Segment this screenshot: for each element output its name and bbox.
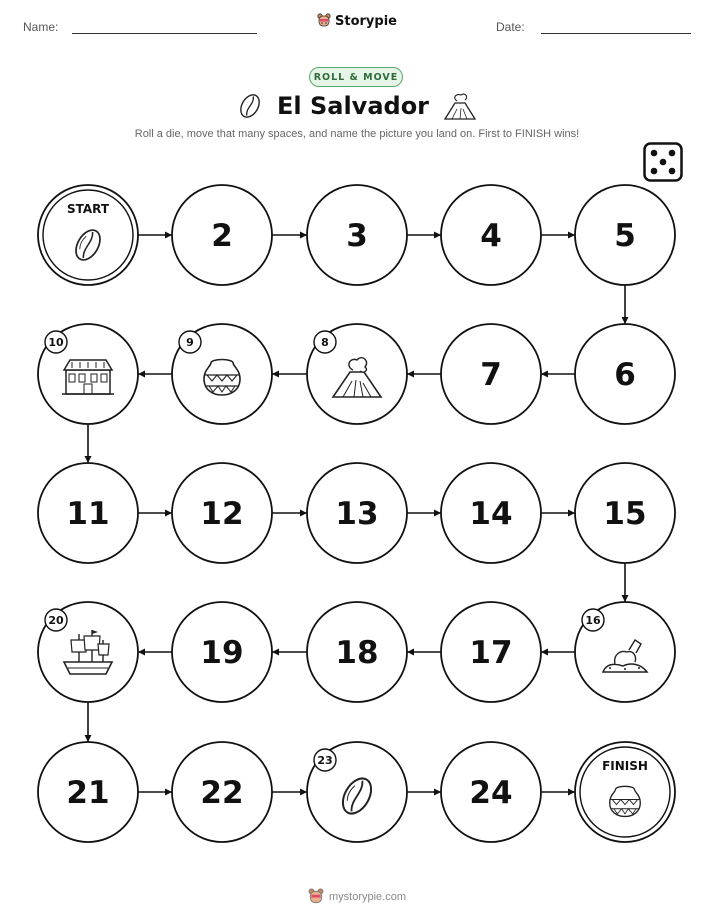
space-number: 21 <box>66 775 110 811</box>
space-number: 17 <box>469 635 513 671</box>
page-title: El Salvador <box>276 92 430 120</box>
board-space-23[interactable] <box>307 742 407 842</box>
clay-pot-icon <box>204 360 240 396</box>
storypie-bear-icon <box>308 888 324 906</box>
space-number: 13 <box>335 496 379 532</box>
space-number: 7 <box>480 357 502 393</box>
space-number: 24 <box>469 775 513 811</box>
instructions-text: Roll a die, move that many spaces, and name the picture you land on. First to FINISH wins! <box>134 128 580 140</box>
space-number: 18 <box>335 635 379 671</box>
roll-and-move-badge: ROLL & MOVE <box>309 67 403 87</box>
board-space-12[interactable] <box>172 463 272 563</box>
space-number: 4 <box>480 218 502 254</box>
space-number: 12 <box>200 496 244 532</box>
board-space-22[interactable] <box>172 742 272 842</box>
board-space-3[interactable] <box>307 185 407 285</box>
footer-url: mystorypie.com <box>328 891 407 903</box>
space-number: 19 <box>200 635 244 671</box>
board-space-5[interactable] <box>575 185 675 285</box>
board-space-14[interactable] <box>441 463 541 563</box>
footer <box>0 888 714 906</box>
space-number: 3 <box>346 218 368 254</box>
space-number-badge-text: 20 <box>48 614 64 627</box>
board-space-10[interactable] <box>38 324 138 424</box>
space-number: 14 <box>469 496 513 532</box>
board-space-13[interactable] <box>307 463 407 563</box>
space-number-badge-text: 10 <box>48 336 64 349</box>
finish-label: FINISH <box>602 759 648 773</box>
space-number: 11 <box>66 496 110 532</box>
space-number-badge-text: 8 <box>321 336 329 349</box>
brand-name: Storypie <box>335 13 397 29</box>
space-number-badge-text: 9 <box>186 336 194 349</box>
board-space-4[interactable] <box>441 185 541 285</box>
board-space-15[interactable] <box>575 463 675 563</box>
board-space-17[interactable] <box>441 602 541 702</box>
name-label: Name: <box>23 20 59 34</box>
board-space-7[interactable] <box>441 324 541 424</box>
date-label: Date: <box>496 20 525 34</box>
board-space-finish[interactable] <box>575 742 675 842</box>
board-space-19[interactable] <box>172 602 272 702</box>
board-space-20[interactable] <box>38 602 138 702</box>
board-space-start[interactable] <box>38 185 138 285</box>
space-number: 6 <box>614 357 636 393</box>
space-circle <box>38 185 138 285</box>
space-number: 22 <box>200 775 244 811</box>
board-space-16[interactable] <box>575 602 675 702</box>
board-space-2[interactable] <box>172 185 272 285</box>
board-space-9[interactable] <box>172 324 272 424</box>
board-space-6[interactable] <box>575 324 675 424</box>
start-label: START <box>66 202 110 216</box>
board-space-18[interactable] <box>307 602 407 702</box>
clay-pot-icon <box>610 786 641 816</box>
board-space-24[interactable] <box>441 742 541 842</box>
colonial-building-icon <box>62 360 114 394</box>
space-number: 5 <box>614 218 636 254</box>
space-number: 2 <box>211 218 233 254</box>
space-number-badge-text: 23 <box>317 754 333 767</box>
space-number: 15 <box>603 496 647 532</box>
board-space-8[interactable] <box>307 324 407 424</box>
space-number-badge-text: 16 <box>585 614 601 627</box>
board-space-11[interactable] <box>38 463 138 563</box>
board-space-21[interactable] <box>38 742 138 842</box>
